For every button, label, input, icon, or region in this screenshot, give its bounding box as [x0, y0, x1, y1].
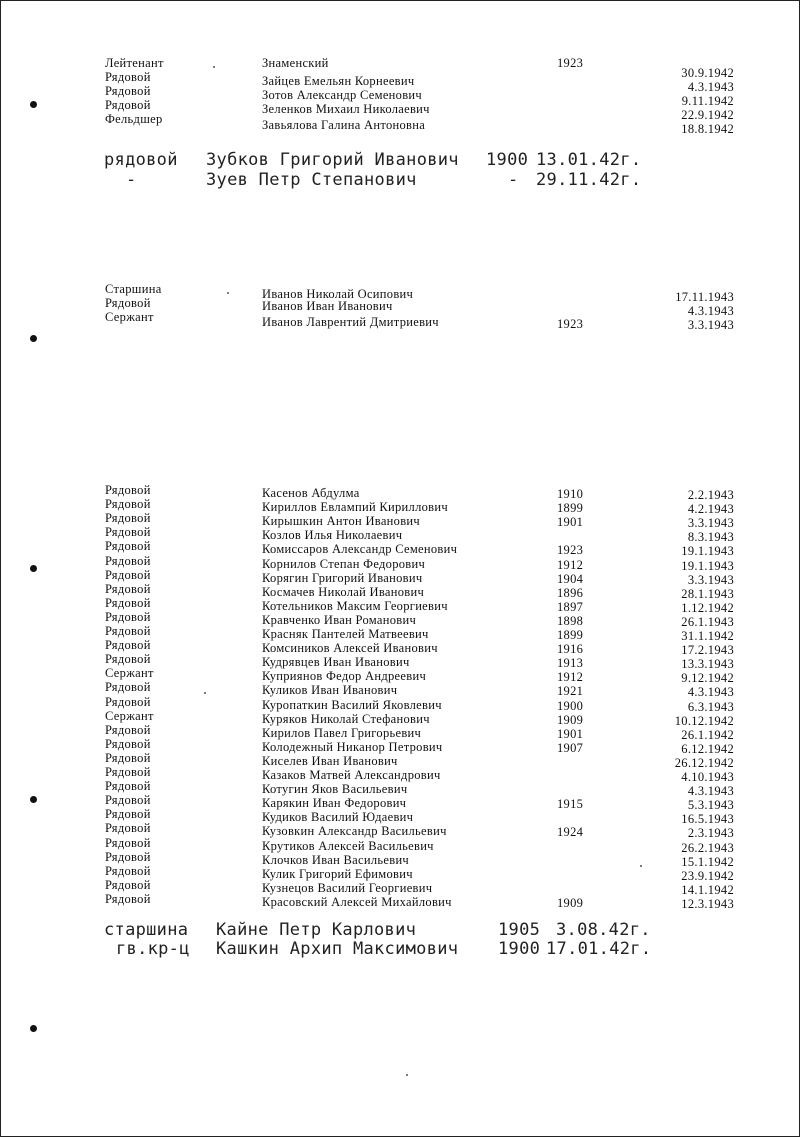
punch-hole: [30, 565, 37, 572]
full-name: Комиссаров Александр Семенович: [262, 542, 458, 557]
full-name: Комсиников Алексей Иванович: [262, 641, 438, 656]
date: 1.12.1942: [681, 600, 734, 615]
rank: Рядовой: [105, 70, 151, 84]
list-item: [0, 609, 800, 629]
rank: Рядовой: [105, 736, 151, 751]
list-item: [0, 708, 800, 728]
full-name: Кирилов Павел Григорьевич: [262, 725, 422, 740]
full-name: Иванов Иван Иванович: [262, 299, 393, 313]
rank: -: [126, 170, 137, 190]
full-name: Киселев Иван Иванович: [262, 753, 398, 768]
date: 15.1.1942: [681, 854, 734, 869]
birth-year: 1909: [557, 712, 584, 727]
speck: [204, 692, 206, 694]
full-name: Котельников Максим Георгиевич: [262, 598, 448, 613]
list-item: [0, 891, 800, 911]
birth-year: 1899: [557, 501, 584, 516]
punch-hole: [30, 335, 37, 342]
list-item: [0, 567, 800, 587]
rank: Рядовой: [105, 98, 151, 112]
date: 13.3.1943: [681, 657, 734, 672]
list-item: [0, 666, 800, 686]
punch-hole: [30, 101, 37, 108]
full-name: Касенов Абдулма: [262, 486, 360, 500]
birth-year: 1900: [498, 939, 541, 959]
birth-year: 1915: [557, 797, 584, 812]
full-name: Зуев Петр Степанович: [206, 170, 417, 190]
date: 4.3.1943: [687, 685, 734, 700]
punch-hole: [30, 796, 37, 803]
list-item: [0, 310, 800, 332]
birth-year: -: [508, 170, 519, 190]
list-item: [0, 877, 800, 897]
full-name: Казаков Матвей Александрович: [262, 768, 441, 782]
punch-hole: [30, 1025, 37, 1032]
full-name: Кравченко Иван Романович: [262, 612, 417, 627]
date: 26.2.1943: [681, 840, 734, 855]
list-item: [0, 497, 800, 517]
list-item: [0, 511, 800, 531]
rank: Рядовой: [105, 624, 151, 638]
date: 3.3.1943: [687, 572, 734, 587]
full-name: Кайне Петр Карлович: [216, 920, 417, 940]
rank: Рядовой: [105, 765, 151, 779]
birth-year: 1899: [557, 628, 584, 642]
date: 26.1.1942: [681, 727, 734, 742]
date: 17.01.42г.: [546, 939, 652, 959]
full-name: Кузовкин Александр Васильевич: [262, 824, 447, 839]
rank: Рядовой: [105, 511, 151, 526]
date: 19.1.1943: [681, 558, 734, 573]
birth-year: 1912: [557, 670, 584, 685]
full-name: Корнилов Степан Федорович: [262, 556, 426, 571]
full-name: Завьялова Галина Антоновна: [262, 118, 426, 132]
rank: Рядовой: [105, 722, 151, 737]
list-item: [0, 595, 800, 615]
list-item: [0, 849, 800, 869]
birth-year: 1913: [557, 656, 584, 671]
speck: [640, 865, 642, 867]
full-name: Козлов Илья Николаевич: [262, 528, 403, 543]
rank: Рядовой: [105, 567, 151, 582]
rank: старшина: [104, 920, 189, 940]
full-name: Карякин Иван Федорович: [262, 796, 407, 811]
list-item: [0, 694, 800, 714]
full-name: Корягин Григорий Иванович: [262, 570, 423, 585]
birth-year: 1923: [557, 543, 584, 558]
rank: Рядовой: [105, 609, 151, 624]
rank: гв.кр-ц: [116, 939, 190, 959]
rank: Фельдшер: [105, 112, 163, 126]
full-name: Иванов Лаврентий Дмитриевич: [262, 315, 439, 329]
date: 3.3.1943: [687, 318, 734, 332]
list-item: [0, 553, 800, 573]
date: 10.12.1942: [674, 713, 734, 728]
date: 19.1.1943: [681, 544, 734, 559]
full-name: Зубков Григорий Иванович: [206, 150, 459, 170]
rank: Рядовой: [105, 497, 151, 512]
rank: Рядовой: [105, 849, 151, 864]
list-item: [0, 807, 800, 827]
rank: Рядовой: [105, 877, 151, 892]
birth-year: 1898: [557, 613, 584, 628]
rank: Рядовой: [105, 581, 151, 596]
list-item: [0, 652, 800, 672]
date: 14.1.1942: [681, 882, 734, 897]
date: 17.11.1943: [675, 290, 734, 304]
list-item: [0, 525, 800, 545]
rank: Рядовой: [105, 296, 151, 310]
rank: Рядовой: [105, 553, 151, 568]
list-item: [0, 70, 800, 94]
rank: Рядовой: [105, 779, 151, 794]
full-name: Иванов Николай Осипович: [262, 287, 414, 301]
date: 26.12.1942: [674, 755, 734, 770]
birth-year: 1907: [557, 740, 584, 755]
rank: Рядовой: [105, 750, 151, 765]
date: 6.12.1942: [681, 741, 734, 756]
birth-year: 1901: [557, 515, 584, 530]
date: 9.12.1942: [681, 671, 734, 686]
birth-year: 1923: [557, 317, 584, 331]
full-name: Знаменский: [262, 56, 329, 70]
full-name: Кириллов Евлампий Кириллович: [262, 500, 448, 515]
date: 3.08.42г.: [556, 920, 651, 940]
full-name: Зеленков Михаил Николаевич: [262, 102, 430, 116]
date: 26.1.1943: [681, 614, 734, 629]
full-name: Кудиков Василий Юдаевич: [262, 810, 414, 825]
rank: Рядовой: [105, 793, 151, 808]
birth-year: 1897: [557, 599, 584, 614]
full-name: Кашкин Архип Максимович: [216, 939, 459, 959]
list-item: [0, 750, 800, 770]
date: 16.5.1943: [681, 812, 734, 827]
list-item: [0, 638, 800, 658]
date: 4.2.1943: [687, 502, 734, 517]
rank: Рядовой: [105, 638, 151, 653]
birth-year: 1901: [557, 726, 584, 741]
list-item: [0, 539, 800, 559]
list-item: [0, 84, 800, 108]
typed-item: [0, 150, 800, 170]
rank: Сержант: [105, 310, 154, 324]
list-item: [0, 835, 800, 855]
birth-year: 1924: [557, 825, 584, 840]
full-name: Кулик Григорий Ефимович: [262, 866, 413, 881]
rank: Лейтенант: [105, 56, 164, 70]
full-name: Красняк Пантелей Матвеевич: [262, 627, 429, 641]
birth-year: 1912: [557, 557, 584, 572]
birth-year: 1896: [557, 585, 584, 600]
list-item: [0, 581, 800, 601]
date: 12.3.1943: [681, 896, 734, 911]
birth-year: 1923: [557, 56, 584, 70]
date: 5.3.1943: [687, 798, 734, 813]
full-name: Колодежный Никанор Петрович: [262, 739, 443, 754]
birth-year: 1916: [557, 642, 584, 657]
date: 28.1.1943: [681, 586, 734, 601]
birth-year: 1900: [557, 698, 584, 713]
birth-year: 1900: [486, 150, 529, 170]
list-item: [0, 736, 800, 756]
rank: Рядовой: [105, 821, 151, 836]
date: 9.11.1942: [681, 94, 734, 108]
list-item: [0, 793, 800, 813]
date: 22.9.1942: [681, 108, 734, 122]
list-item: [0, 483, 800, 502]
full-name: Кудрявцев Иван Иванович: [262, 655, 410, 670]
full-name: Куприянов Федор Андреевич: [262, 669, 427, 684]
date: 29.11.42г.: [536, 170, 642, 190]
rank: Рядовой: [105, 84, 151, 98]
date: 4.3.1943: [687, 304, 734, 318]
rank: Рядовой: [105, 807, 151, 822]
date: 2.3.1943: [687, 826, 734, 841]
list-item: [0, 680, 800, 700]
full-name: Куряков Николай Стефанович: [262, 711, 430, 726]
birth-year: 1921: [557, 684, 584, 699]
date: 6.3.1943: [687, 699, 734, 714]
full-name: Куропаткин Василий Яковлевич: [262, 697, 442, 712]
rank: Рядовой: [105, 525, 151, 540]
birth-year: 1910: [557, 487, 584, 501]
typed-item: [0, 939, 800, 959]
date: 30.9.1942: [681, 66, 734, 80]
typed-item: [0, 170, 800, 190]
date: 2.2.1943: [687, 488, 734, 502]
list-item: [0, 624, 800, 643]
rank: Рядовой: [105, 595, 151, 610]
birth-year: 1909: [557, 895, 584, 910]
date: 3.3.1943: [687, 516, 734, 531]
date: 4.3.1943: [687, 80, 734, 94]
rank: Старшина: [105, 282, 162, 296]
date: 4.3.1943: [687, 784, 734, 799]
rank: Рядовой: [105, 680, 151, 695]
list-item: [0, 765, 800, 784]
date: 17.2.1943: [681, 643, 734, 658]
rank: Рядовой: [105, 891, 151, 906]
list-item: [0, 863, 800, 883]
full-name: Зайцев Емельян Корнеевич: [262, 74, 415, 88]
date: 31.1.1942: [681, 629, 734, 643]
rank: Рядовой: [105, 835, 151, 850]
list-item: [0, 779, 800, 799]
rank: Рядовой: [105, 694, 151, 709]
list-item: [0, 722, 800, 742]
rank: Сержант: [105, 666, 154, 681]
full-name: Кузнецов Василий Георгиевич: [262, 880, 433, 895]
full-name: Клочков Иван Васильевич: [262, 852, 410, 867]
typed-item: [0, 920, 800, 940]
date: 4.10.1943: [681, 770, 734, 784]
full-name: Крутиков Алексей Васильевич: [262, 838, 434, 853]
speck: [227, 292, 229, 294]
birth-year: 1904: [557, 571, 584, 586]
speck: [213, 66, 215, 68]
rank: Рядовой: [105, 863, 151, 878]
full-name: Куликов Иван Иванович: [262, 683, 398, 698]
birth-year: 1905: [498, 920, 541, 940]
date: 8.3.1943: [687, 530, 734, 545]
rank: рядовой: [104, 150, 178, 170]
full-name: Котугин Яков Васильевич: [262, 782, 408, 797]
full-name: Кирышкин Антон Иванович: [262, 514, 420, 529]
list-item: [0, 821, 800, 841]
rank: Рядовой: [105, 539, 151, 554]
rank: Рядовой: [105, 652, 151, 667]
list-item: [0, 112, 800, 136]
rank: Рядовой: [105, 483, 151, 497]
full-name: Зотов Александр Семенович: [262, 88, 422, 102]
date: 23.9.1942: [681, 868, 734, 883]
full-name: Космачев Николай Иванович: [262, 584, 425, 599]
date: 13.01.42г.: [536, 150, 642, 170]
full-name: Красовский Алексей Михайлович: [262, 894, 452, 909]
rank: Сержант: [105, 708, 154, 723]
date: 18.8.1942: [681, 122, 734, 136]
speck: [406, 1074, 408, 1076]
